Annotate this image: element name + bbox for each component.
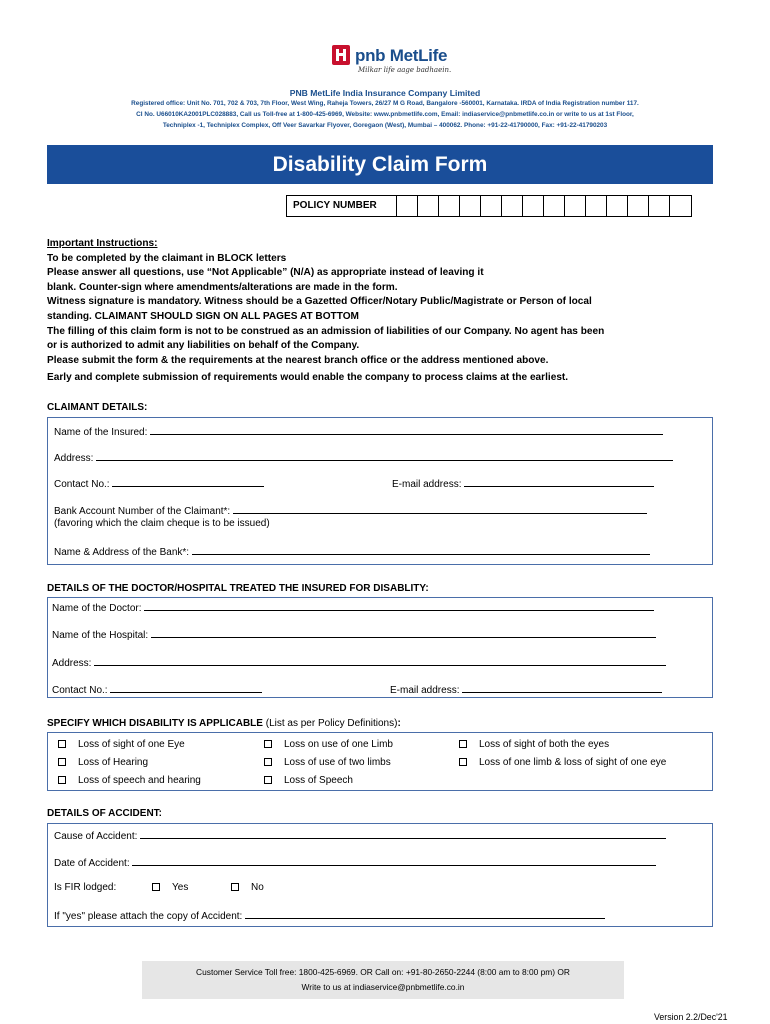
checkbox[interactable] bbox=[152, 883, 160, 891]
doctor-email-input[interactable] bbox=[462, 683, 662, 693]
accident-attach-field[interactable] bbox=[54, 909, 605, 922]
registered-office-line: CI No. U66010KA2001PLC028883, Call us Toll-free at 1-800-425-6969, Website: www.pnbmetlife.com, Email: indiaservice@pnbmetlife.co.in or write to us at 1st Floor, bbox=[136, 111, 634, 118]
policy-number-cell[interactable] bbox=[649, 196, 670, 216]
disability-option[interactable] bbox=[58, 757, 148, 768]
bank-name-label: Name & Address of the Bank*: bbox=[54, 547, 190, 558]
accident-cause-field[interactable] bbox=[54, 829, 666, 842]
disability-option[interactable] bbox=[264, 775, 353, 786]
logo-pnb: pnb bbox=[355, 46, 386, 65]
claimant-address-label: Address: bbox=[54, 453, 94, 464]
disability-option-label: Loss of Speech bbox=[284, 775, 353, 786]
claimant-contact-label: Contact No.: bbox=[54, 479, 110, 490]
disability-option[interactable] bbox=[264, 739, 393, 750]
policy-number-cell[interactable] bbox=[565, 196, 586, 216]
fir-yes-label: Yes bbox=[172, 882, 189, 893]
doctor-contact-label: Contact No.: bbox=[52, 685, 108, 696]
instruction-line: To be completed by the claimant in BLOCK letters bbox=[47, 252, 287, 264]
claimant-email-label: E-mail address: bbox=[392, 479, 462, 490]
disability-option-label: Loss of sight of one Eye bbox=[78, 739, 185, 750]
form-title: Disability Claim Form bbox=[47, 145, 713, 184]
instruction-line: standing. CLAIMANT SHOULD SIGN ON ALL PAGES AT BOTTOM bbox=[47, 310, 359, 322]
disability-title-bold: SPECIFY WHICH DISABILITY IS APPLICABLE bbox=[47, 718, 263, 729]
doctor-name-input[interactable] bbox=[144, 601, 654, 611]
accident-cause-input[interactable] bbox=[140, 829, 666, 839]
registered-office-line: Registered office: Unit No. 701, 702 & 703, 7th Floor, West Wing, Raheja Towers, 26/27 M G Road, Bangalore -560001, Karnataka. IRDA of India Registration number 117. bbox=[131, 100, 639, 107]
fir-no-option[interactable] bbox=[231, 882, 264, 893]
company-name: PNB MetLife India Insurance Company Limited bbox=[289, 88, 481, 98]
footer-contact bbox=[142, 961, 624, 999]
claimant-contact-input[interactable] bbox=[112, 477, 264, 487]
accident-date-input[interactable] bbox=[132, 856, 656, 866]
policy-number-cell[interactable] bbox=[670, 196, 691, 216]
claimant-email-input[interactable] bbox=[464, 477, 654, 487]
disability-option[interactable] bbox=[459, 739, 609, 750]
instruction-line: Please submit the form & the requirements at the nearest branch office or the address mentioned above. bbox=[47, 354, 549, 366]
checkbox[interactable] bbox=[459, 740, 467, 748]
policy-number-cell[interactable] bbox=[418, 196, 439, 216]
disability-title-note: (List as per Policy Definitions) bbox=[265, 718, 398, 729]
claimant-contact-field[interactable] bbox=[54, 477, 264, 490]
fir-yes-option[interactable] bbox=[152, 882, 188, 893]
doctor-email-field[interactable] bbox=[390, 683, 662, 696]
accident-attach-input[interactable] bbox=[245, 909, 605, 919]
disability-option-label: Loss on use of one Limb bbox=[284, 739, 393, 750]
hospital-name-label: Name of the Hospital: bbox=[52, 630, 149, 641]
accident-section-title: DETAILS OF ACCIDENT: bbox=[47, 808, 162, 819]
registered-office-line: Techniplex -1, Techniplex Complex, Off Veer Savarkar Flyover, Goregaon (West), Mumbai – 400062. Phone: +91-22-41790000, Fax: +91-22-41790203 bbox=[162, 122, 608, 129]
pnb-logo-icon bbox=[331, 44, 351, 66]
doctor-section-title: DETAILS OF THE DOCTOR/HOSPITAL TREATED THE INSURED FOR DISABLITY: bbox=[47, 583, 429, 594]
claimant-address-field[interactable] bbox=[54, 451, 673, 464]
insured-name-label: Name of the Insured: bbox=[54, 427, 148, 438]
disability-option[interactable] bbox=[58, 739, 185, 750]
claimant-address-input[interactable] bbox=[96, 451, 673, 461]
disability-option[interactable] bbox=[459, 757, 666, 768]
footer-line: Write to us at indiaservice@pnbmetlife.co.in bbox=[301, 982, 465, 992]
disability-option-label: Loss of speech and hearing bbox=[78, 775, 201, 786]
instruction-line: Early and complete submission of requirements would enable the company to process claims at the earliest. bbox=[47, 372, 569, 384]
bank-account-field[interactable] bbox=[54, 504, 647, 517]
policy-number-cell[interactable] bbox=[460, 196, 481, 216]
policy-number-cell[interactable] bbox=[502, 196, 523, 216]
checkbox[interactable] bbox=[264, 758, 272, 766]
accident-cause-label: Cause of Accident: bbox=[54, 831, 138, 842]
checkbox[interactable] bbox=[231, 883, 239, 891]
claimant-email-field[interactable] bbox=[392, 477, 654, 490]
tagline: Milkar life aage badhaein. bbox=[358, 66, 452, 74]
bank-name-input[interactable] bbox=[192, 545, 650, 555]
bank-account-label: Bank Account Number of the Claimant*: bbox=[54, 506, 231, 517]
checkbox[interactable] bbox=[264, 776, 272, 784]
policy-number-cell[interactable] bbox=[481, 196, 502, 216]
bank-account-note: (favoring which the claim cheque is to be issued) bbox=[54, 518, 270, 529]
insured-name-field[interactable] bbox=[54, 425, 663, 438]
footer-line: Customer Service Toll free: 1800-425-6969. OR Call on: +91-80-2650-2244 (8:00 am to 8:00 pm) OR bbox=[196, 967, 570, 977]
policy-number-field[interactable] bbox=[286, 195, 692, 217]
policy-number-cell[interactable] bbox=[523, 196, 544, 216]
disability-option[interactable] bbox=[264, 757, 391, 768]
checkbox[interactable] bbox=[58, 776, 66, 784]
disability-option-label: Loss of Hearing bbox=[78, 757, 149, 768]
policy-number-cell[interactable] bbox=[607, 196, 628, 216]
instruction-line: blank. Counter-sign where amendments/alterations are made in the form. bbox=[47, 281, 398, 293]
hospital-name-field[interactable] bbox=[52, 628, 656, 641]
logo-text bbox=[355, 46, 447, 66]
disability-option-label: Loss of sight of both the eyes bbox=[479, 739, 610, 750]
hospital-address-label: Address: bbox=[52, 658, 92, 669]
policy-number-label: POLICY NUMBER bbox=[287, 196, 397, 216]
disability-section-title bbox=[47, 718, 401, 729]
doctor-contact-field[interactable] bbox=[52, 683, 262, 696]
disability-title-colon: : bbox=[397, 718, 401, 729]
doctor-email-label: E-mail address: bbox=[390, 685, 460, 696]
instruction-line: The filling of this claim form is not to be construed as an admission of liabilities of our Company. No agent has been bbox=[47, 325, 605, 337]
disability-option[interactable] bbox=[58, 775, 201, 786]
doctor-contact-input[interactable] bbox=[110, 683, 262, 693]
bank-name-field[interactable] bbox=[54, 545, 650, 558]
policy-number-cell[interactable] bbox=[586, 196, 607, 216]
instruction-line: or is authorized to admit any liabilities on behalf of the Company. bbox=[47, 340, 360, 352]
doctor-name-field[interactable] bbox=[52, 601, 654, 614]
instruction-line: Please answer all questions, use “Not Applicable” (N/A) as appropriate instead of leaving it bbox=[47, 267, 484, 279]
disability-option-label: Loss of use of two limbs bbox=[284, 757, 391, 768]
checkbox[interactable] bbox=[264, 740, 272, 748]
accident-date-label: Date of Accident: bbox=[54, 858, 130, 869]
hospital-address-field[interactable] bbox=[52, 656, 666, 669]
instructions bbox=[47, 237, 717, 386]
checkbox[interactable] bbox=[58, 758, 66, 766]
insured-name-input[interactable] bbox=[150, 425, 663, 435]
version-label: Version 2.2/Dec'21 bbox=[654, 1012, 728, 1022]
hospital-name-input[interactable] bbox=[151, 628, 656, 638]
fir-no-label: No bbox=[251, 882, 264, 893]
hospital-address-input[interactable] bbox=[94, 656, 666, 666]
instructions-heading: Important Instructions: bbox=[47, 238, 158, 249]
bank-account-input[interactable] bbox=[233, 504, 647, 514]
accident-date-field[interactable] bbox=[54, 856, 656, 869]
disability-option-label: Loss of one limb & loss of sight of one eye bbox=[479, 757, 667, 768]
policy-number-cell[interactable] bbox=[439, 196, 460, 216]
claimant-section-title: CLAIMANT DETAILS: bbox=[47, 402, 148, 413]
policy-number-cell[interactable] bbox=[544, 196, 565, 216]
logo-metlife: MetLife bbox=[389, 46, 448, 65]
policy-number-cell[interactable] bbox=[628, 196, 649, 216]
doctor-name-label: Name of the Doctor: bbox=[52, 603, 142, 614]
fir-lodged-label: Is FIR lodged: bbox=[54, 882, 117, 893]
checkbox[interactable] bbox=[58, 740, 66, 748]
accident-attach-label: If "yes" please attach the copy of Accident: bbox=[54, 911, 243, 922]
checkbox[interactable] bbox=[459, 758, 467, 766]
instruction-line: Witness signature is mandatory. Witness should be a Gazetted Officer/Notary Public/Magistrate or Person of local bbox=[47, 296, 592, 308]
policy-number-cell[interactable] bbox=[397, 196, 418, 216]
registered-office bbox=[60, 98, 710, 131]
claimant-box bbox=[47, 417, 713, 565]
